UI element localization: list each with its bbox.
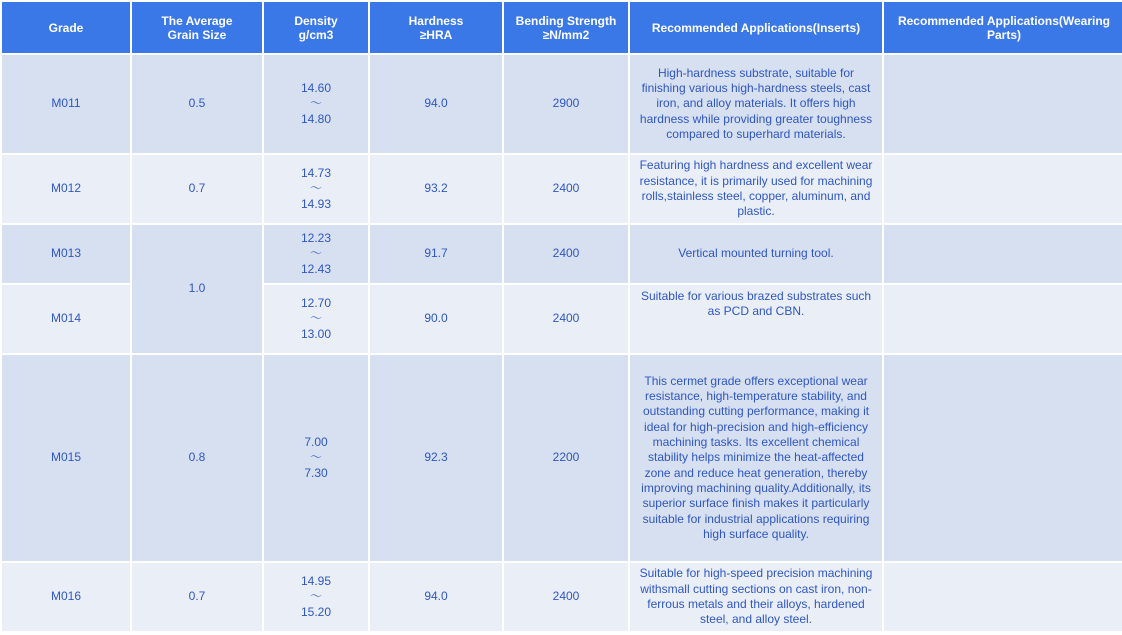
grade-cell: M012	[2, 155, 130, 223]
applications-inserts-cell: Vertical mounted turning tool.	[630, 225, 882, 283]
bending-strength-cell: 2400	[504, 285, 628, 353]
density-min: 7.00	[304, 435, 328, 450]
applications-inserts-cell: High-hardness substrate, suitable for finishing various high-hardness steels, cast iron, and alloy materials. It offers high hardness while providing greater toughness compared to superhard materials.	[630, 55, 882, 153]
density-max: 15.20	[300, 604, 332, 619]
applications-wearing-cell	[884, 355, 1122, 561]
density-cell	[264, 55, 368, 153]
density-cell	[264, 155, 368, 223]
applications-wearing-cell	[884, 563, 1122, 631]
grain-size-cell: 0.5	[132, 55, 262, 153]
grain-size-cell: 0.7	[132, 155, 262, 223]
density-min: 14.60	[300, 81, 332, 96]
density-separator: ～	[309, 589, 322, 604]
grade-cell: M011	[2, 55, 130, 153]
bending-strength-cell: 2900	[504, 55, 628, 153]
applications-wearing-cell	[884, 285, 1122, 353]
table-row	[2, 225, 1122, 283]
density-max: 14.93	[300, 196, 332, 211]
density-separator: ～	[309, 311, 322, 326]
density-separator: ～	[309, 450, 322, 465]
header-density: Density g/cm3	[264, 2, 368, 53]
bending-strength-cell: 2400	[504, 225, 628, 283]
applications-wearing-cell	[884, 155, 1122, 223]
density-min: 14.95	[300, 574, 332, 589]
density-max: 13.00	[300, 326, 332, 341]
hardness-cell: 94.0	[370, 55, 502, 153]
bending-strength-cell: 2400	[504, 155, 628, 223]
table-row	[2, 355, 1122, 561]
applications-inserts-cell: This cermet grade offers exceptional wear resistance, high-temperature stability, and outstanding cutting performance, making it ideal for high-precision and high-efficiency machining tasks. Its excellent chemical stability helps minimize the heat-affected zone and reduce heat generation, thereby improving machining quality.Additionally, its superior surface finish makes it particularly suitable for industrial applications requiring high surface quality.	[630, 355, 882, 561]
density-max: 7.30	[304, 465, 328, 480]
grain-size-cell: 0.7	[132, 563, 262, 631]
header-applications-inserts: Recommended Applications(Inserts)	[630, 2, 882, 53]
density-min: 14.73	[300, 166, 332, 181]
density-min: 12.23	[300, 231, 332, 246]
header-grade: Grade	[2, 2, 130, 53]
table-row	[2, 563, 1122, 631]
hardness-cell: 90.0	[370, 285, 502, 353]
bending-strength-cell: 2200	[504, 355, 628, 561]
hardness-cell: 91.7	[370, 225, 502, 283]
applications-inserts-cell: Suitable for high-speed precision machining withsmall cutting sections on cast iron, non-ferrous metals and their alloys, hardened steel, and alloy steel.	[630, 563, 882, 631]
density-max: 12.43	[300, 261, 332, 276]
hardness-cell: 92.3	[370, 355, 502, 561]
table-header-row	[2, 2, 1122, 53]
header-grain-size: The Average Grain Size	[132, 2, 262, 53]
grade-cell: M014	[2, 285, 130, 353]
hardness-cell: 93.2	[370, 155, 502, 223]
table-row	[2, 155, 1122, 223]
density-cell	[264, 355, 368, 561]
header-bending-strength: Bending Strength ≥N/mm2	[504, 2, 628, 53]
applications-inserts-cell: Featuring high hardness and excellent wear resistance, it is primarily used for machining rolls,stainless steel, copper, aluminum, and plastic.	[630, 155, 882, 223]
grade-cell: M013	[2, 225, 130, 283]
grain-size-cell: 1.0	[132, 225, 262, 353]
header-hardness: Hardness ≥HRA	[370, 2, 502, 53]
bending-strength-cell: 2400	[504, 563, 628, 631]
grade-cell: M015	[2, 355, 130, 561]
applications-wearing-cell	[884, 225, 1122, 283]
density-min: 12.70	[300, 296, 332, 311]
density-cell	[264, 563, 368, 631]
grain-size-cell: 0.8	[132, 355, 262, 561]
header-applications-wearing-parts: Recommended Applications(Wearing Parts)	[884, 2, 1122, 53]
density-max: 14.80	[300, 111, 332, 126]
density-separator: ～	[309, 181, 322, 196]
hardness-cell: 94.0	[370, 563, 502, 631]
density-cell	[264, 285, 368, 353]
applications-wearing-cell	[884, 55, 1122, 153]
table-row	[2, 55, 1122, 153]
grade-cell: M016	[2, 563, 130, 631]
density-separator: ～	[309, 246, 322, 261]
applications-inserts-cell: Suitable for various brazed substrates such as PCD and CBN.	[630, 285, 882, 353]
density-cell	[264, 225, 368, 283]
density-separator: ～	[309, 96, 322, 111]
